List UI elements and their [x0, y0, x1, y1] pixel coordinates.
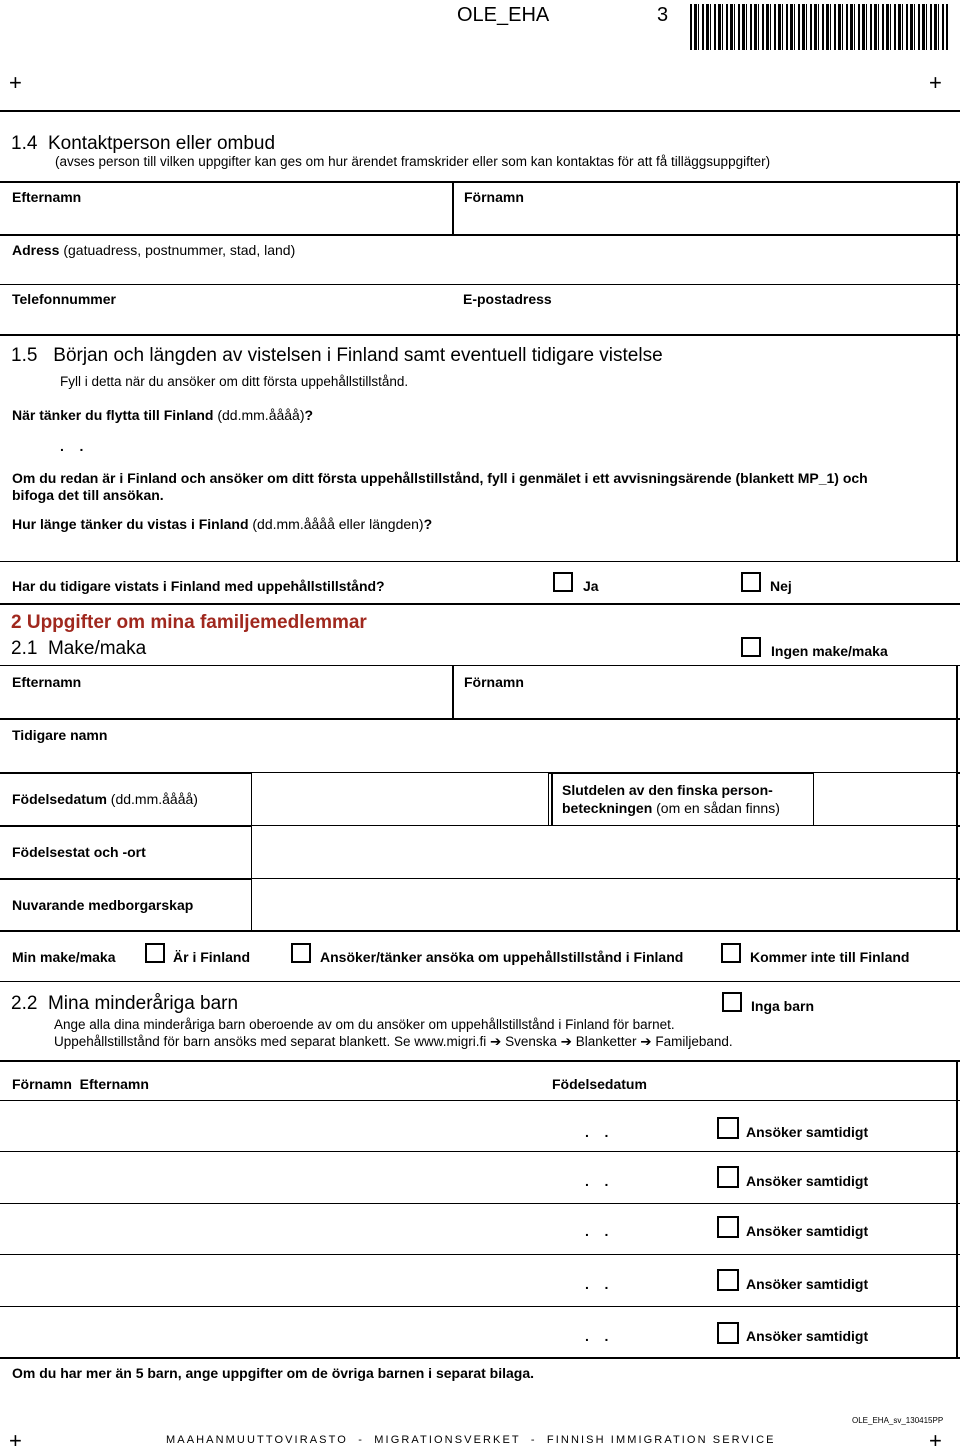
form-version-code: OLE_EHA_sv_130415PP [852, 1416, 944, 1425]
child-row-5-applying-label: Ansöker samtidigt [746, 1328, 869, 1344]
spouse-not-coming-checkbox[interactable] [721, 943, 741, 963]
child-row-5-birthdate-input[interactable]: . . [585, 1328, 609, 1344]
child-row-2-applying-checkbox[interactable] [717, 1166, 739, 1188]
divider [0, 334, 960, 336]
child-row-2-name-input[interactable] [0, 1152, 545, 1202]
spouse-id-input[interactable] [813, 773, 956, 826]
divider [956, 334, 958, 562]
contact-address-input[interactable] [0, 262, 956, 284]
divider [0, 603, 960, 605]
previous-stay-no-label: Nej [770, 578, 792, 594]
previous-stay-yes-label: Ja [583, 578, 599, 594]
divider [956, 666, 958, 931]
child-row-1-applying-checkbox[interactable] [717, 1117, 739, 1139]
contact-surname-label: Efternamn [12, 189, 82, 205]
previous-stay-no-checkbox[interactable] [741, 572, 761, 592]
previous-stay-label: Har du tidigare vistats i Finland med uppehållstillstånd? [12, 578, 385, 594]
child-row-5-name-input[interactable] [0, 1307, 545, 1357]
section-2-title: 2 Uppgifter om mina familjemedlemmar [11, 612, 367, 633]
children-info-line2: Uppehållstillstånd för barn ansöks med separat blankett. Se www.migri.fi ➔ Svenska ➔ Blanketter ➔ Familjeband. [54, 1034, 733, 1049]
child-row-5-applying-checkbox[interactable] [717, 1322, 739, 1344]
contact-phone-input[interactable] [0, 310, 452, 334]
divider [551, 773, 553, 826]
spouse-firstname-label: Förnamn [464, 674, 524, 690]
spouse-applying-checkbox[interactable] [291, 943, 311, 963]
children-names-column-header: Förnamn Efternamn [12, 1076, 149, 1092]
divider [0, 1060, 960, 1062]
registration-mark: + [929, 1428, 942, 1453]
contact-surname-input[interactable] [0, 208, 452, 234]
spouse-surname-label: Efternamn [12, 674, 82, 690]
divider [0, 718, 960, 720]
section-1-5-title: 1.5 Början och längden av vistelsen i Finland samt eventuell tidigare vistelse [11, 345, 663, 366]
section-1-4-title: 1.4 Kontaktperson eller ombud [11, 133, 276, 154]
divider [0, 234, 960, 236]
child-row-4-applying-checkbox[interactable] [717, 1269, 739, 1291]
spouse-status-label: Min make/maka [12, 949, 116, 965]
child-row-2-birthdate-input[interactable]: . . [585, 1173, 609, 1189]
stay-length-label: Hur länge tänker du vistas i Finland (dd.mm.åååå eller längden)? [12, 516, 433, 532]
spouse-birthplace-label: Födelsestat och -ort [12, 844, 146, 860]
divider [0, 1357, 960, 1359]
registration-mark: + [929, 70, 942, 95]
agency-name: MAAHANMUUTTOVIRASTO - MIGRATIONSVERKET - FINNISH IMMIGRATION SERVICE [166, 1434, 776, 1446]
move-date-input[interactable]: . . [60, 438, 84, 454]
more-children-note: Om du har mer än 5 barn, ange uppgifter om de övriga barnen i separat bilaga. [12, 1365, 535, 1381]
spouse-in-finland-label: Är i Finland [173, 949, 250, 965]
children-birthdate-column-header: Födelsedatum [552, 1076, 647, 1092]
stay-length-input[interactable] [0, 535, 956, 561]
divider [0, 930, 960, 932]
section-1-4-subtitle: (avses person till vilken uppgifter kan ges om hur ärendet framskrider eller som kan kontaktas för att få tilläggsuppgifter) [55, 154, 771, 169]
spouse-birthdate-input[interactable] [251, 773, 549, 826]
no-children-label: Inga barn [751, 998, 815, 1014]
section-2-2-title: 2.2 Mina minderåriga barn [11, 993, 239, 1014]
child-row-3-applying-label: Ansöker samtidigt [746, 1223, 869, 1239]
registration-mark: + [9, 1428, 22, 1453]
spouse-in-finland-checkbox[interactable] [145, 943, 165, 963]
spouse-citizenship-input[interactable] [251, 879, 956, 930]
child-row-1-name-input[interactable] [0, 1101, 545, 1151]
child-row-4-name-input[interactable] [0, 1255, 545, 1305]
child-row-1-birthdate-input[interactable]: . . [585, 1124, 609, 1140]
spouse-firstname-input[interactable] [454, 694, 956, 718]
divider [0, 981, 960, 982]
form-code: OLE_EHA [457, 4, 550, 26]
divider [0, 561, 960, 562]
children-info-line1: Ange alla dina minderåriga barn oberoende av om du ansöker om uppehållstillstånd i Finland för barnet. [54, 1017, 675, 1032]
contact-email-input[interactable] [454, 310, 956, 334]
move-date-label: När tänker du flytta till Finland (dd.mm.åååå)? [12, 407, 314, 423]
contact-address-label: Adress (gatuadress, postnummer, stad, land) [12, 242, 296, 258]
no-spouse-label: Ingen make/maka [771, 643, 888, 659]
child-row-2-applying-label: Ansöker samtidigt [746, 1173, 869, 1189]
spouse-id-label-line2: beteckningen (om en sådan finns) [562, 800, 780, 816]
spouse-citizenship-label: Nuvarande medborgarskap [12, 897, 194, 913]
spouse-birthplace-input[interactable] [251, 826, 956, 878]
barcode [690, 4, 948, 50]
divider [0, 181, 960, 183]
contact-phone-label: Telefonnummer [12, 291, 116, 307]
spouse-id-label-line1: Slutdelen av den finska person- [562, 782, 773, 798]
divider [0, 110, 960, 112]
section-1-5-hint: Fyll i detta när du ansöker om ditt första uppehållstillstånd. [60, 374, 409, 389]
child-row-3-birthdate-input[interactable]: . . [585, 1223, 609, 1239]
first-permit-info-line2: bifoga det till ansökan. [12, 487, 164, 503]
divider [0, 284, 960, 285]
spouse-previous-name-input[interactable] [0, 746, 956, 772]
spouse-birthdate-label: Födelsedatum (dd.mm.åååå) [12, 791, 198, 807]
spouse-surname-input[interactable] [0, 694, 452, 718]
spouse-not-coming-label: Kommer inte till Finland [750, 949, 910, 965]
no-children-checkbox[interactable] [722, 992, 742, 1012]
child-row-1-applying-label: Ansöker samtidigt [746, 1124, 869, 1140]
no-spouse-checkbox[interactable] [741, 637, 761, 657]
contact-firstname-input[interactable] [454, 208, 956, 234]
page-number: 3 [657, 4, 669, 26]
contact-email-label: E-postadress [463, 291, 552, 307]
child-row-4-applying-label: Ansöker samtidigt [746, 1276, 869, 1292]
divider [0, 665, 960, 666]
section-2-1-title: 2.1 Make/maka [11, 638, 147, 659]
child-row-3-name-input[interactable] [0, 1204, 545, 1254]
child-row-4-birthdate-input[interactable]: . . [585, 1276, 609, 1292]
spouse-previous-name-label: Tidigare namn [12, 727, 108, 743]
divider [956, 1060, 958, 1358]
divider [956, 182, 958, 335]
first-permit-info-line1: Om du redan är i Finland och ansöker om ditt första uppehållstillstånd, fyll i genmälet i ett avvisningsärende (blankett MP_1) och [12, 470, 868, 486]
spouse-applying-label: Ansöker/tänker ansöka om uppehållstillstånd i Finland [320, 949, 684, 965]
previous-stay-yes-checkbox[interactable] [553, 572, 573, 592]
registration-mark: + [9, 70, 22, 95]
contact-firstname-label: Förnamn [464, 189, 524, 205]
child-row-3-applying-checkbox[interactable] [717, 1216, 739, 1238]
